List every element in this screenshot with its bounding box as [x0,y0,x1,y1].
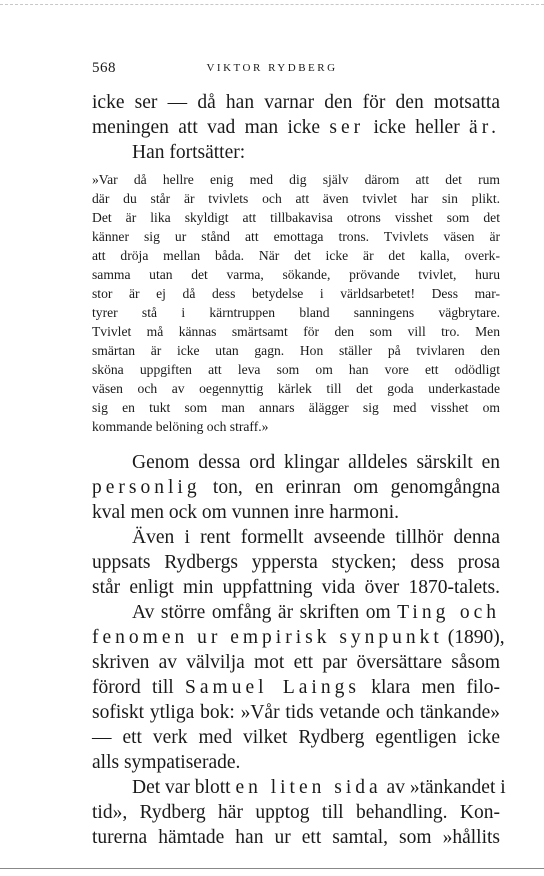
quote-line: smärtan är icke utan gagn. Hon ställer på tvivlaren den [92,343,500,358]
text-line: — ett verk med vilket Rydberg egentligen icke [92,727,500,748]
text-line: står enligt min uppfattning vida över 1870-talets. [92,577,500,598]
text-line: förord till Samuel Laings klara men filo- [92,677,500,698]
quote-line: samma utan det varma, sökande, prövande tvivlet, huru [92,267,500,282]
text-line: Av större omfång är skriften om Ting och [132,602,500,623]
text-line: Han fortsätter: [132,142,246,163]
quote-line: kommande belöning och straff.» [92,419,269,434]
quote-line: att dröja mellan båda. När det icke är det kalla, overk- [92,248,500,263]
quote-line: »Var då hellre enig med dig själv därom att det rum [92,172,500,187]
spaced-word: personlig [92,477,201,498]
text-line: skriven av välvilja mot ett par översättare såsom [92,652,500,673]
text-line: Genom dessa ord klingar alldeles särskilt en [132,452,500,473]
running-head: VIKTOR RYDBERG [206,62,338,74]
quote-line: tyrer stå i kärntruppen bland sanningens vägbrytare. [92,305,500,320]
spaced-word: en liten sida [235,777,382,798]
text-line: sofiskt ytliga bok: »Vår tids vetande och tänkande» [92,702,500,723]
quote-line: väsen och av oegennyttig kärlek till det goda underkastade [92,381,500,396]
quote-line: sköna uppgiften att leva som om han vore ett odödligt [92,362,500,377]
text-line: personlig ton, en erinran om genomgångna [92,477,500,498]
quote-line: sig en tukt som man annars älägger sig med visshet om [92,400,500,415]
text-line: turerna hämtade han ur ett samtal, som »hållits [92,827,500,848]
text-line: uppsats Rydbergs yppersta stycken; dess prosa [92,552,500,573]
top-edge-rule [0,4,544,6]
text-line: fenomen ur empirisk synpunkt (1890), [92,627,505,648]
spaced-word: Samuel Laings [185,677,360,698]
text-line: kval men ock om vunnen inre harmoni. [92,502,400,523]
quote-line: Tvivlet må kännas smärtsamt för den som vill tro. Men [92,324,500,339]
quote-line: där du står är tvivlets och att även tvivlet har sin plikt. [92,191,500,206]
text-line: meningen att vad man icke ser icke heller är. [92,117,500,138]
text-line: Även i rent formellt avseende tillhör denna [132,527,500,548]
quote-line: Det är lika skyldigt att tillbakavisa otrons visshet som det [92,210,500,225]
quote-line: stor är ej då dess betydelse i världsarbetet! Dess mar- [92,286,500,301]
spaced-word: fenomen ur empirisk synpunkt [92,627,443,648]
text-line: tid», Rydberg här upptog till behandling. Kon- [92,802,500,823]
spaced-word: ser [329,117,365,138]
text-line: alls sympatiserade. [92,752,241,773]
spaced-word: Ting och [397,602,500,623]
page-number: 568 [92,60,116,76]
spaced-word: är. [469,117,500,138]
bottom-edge-rule [0,868,544,870]
text-line: Det var blott en liten sida av »tänkandet i [132,777,506,798]
text-line: icke ser — då han varnar den för den motsatta [92,92,500,113]
quote-line: känner sig ur stånd att emottaga trons. Tvivlets väsen är [92,229,500,244]
